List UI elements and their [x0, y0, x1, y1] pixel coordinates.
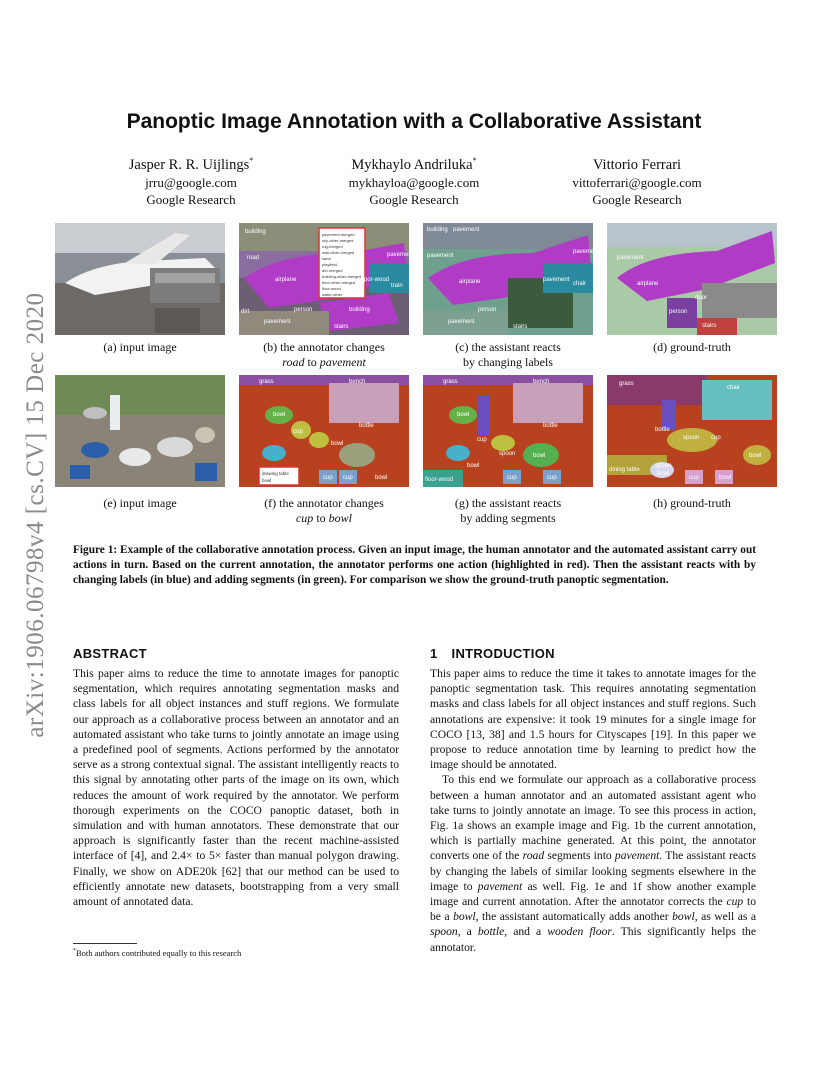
dropdown-option[interactable]: wall-other-merged — [322, 250, 355, 255]
segment-label: cup — [477, 437, 487, 443]
segment-label: bowl — [657, 471, 670, 477]
abstract-text: This paper aims to reduce the time to annotate images for panoptic segmentation, which requires annotating segmentation masks and class labels for all object instances and stuff regions. We formulate our approach as a collaborative process between an annotator and an automated assistant who take turns to jointly annotate an image using a predefined pool of segments. Actions performed by the annotator serve as a strong contextual signal. The assistant intelligently reacts to this signal by annotating other parts of the image on its own, which reduces the amount of work required by the annotator. We perform thorough experiments on the COCO panoptic dataset, both in simulation and with human annotators. These demonstrate that our approach is significantly faster than the recent machine-assisted interface of [4], and 2.4× to 5× faster than manual polygon drawing. Finally, we show on ADE20k [62] that our method can be used to efficiently annotate new datasets, bootstrapping from a very small amount of annotated data. — [73, 667, 399, 909]
segment-label: bowl — [467, 463, 480, 469]
segmentation-g — [423, 375, 593, 487]
segment-label: bench — [533, 379, 550, 385]
segment-label: train — [391, 283, 403, 289]
figure-panel-input-table — [55, 375, 225, 487]
equal-contribution-mark: * — [472, 156, 477, 165]
segment-label: building — [245, 229, 266, 235]
segment-label: por-wood — [364, 277, 390, 283]
subfigure-caption-d: (d) ground-truth — [653, 340, 731, 354]
segment-label: airplane — [637, 281, 659, 287]
subfigure-caption-c: (c) the assistant reacts by changing labels — [455, 340, 561, 369]
author-block — [522, 152, 752, 208]
author-affiliation: Google Research — [592, 191, 682, 207]
segment-label: floor-wood — [425, 477, 454, 483]
subfigure-caption-h: (h) ground-truth — [653, 496, 731, 510]
segment-label: pavement — [427, 253, 454, 259]
segment-label: dirt — [241, 309, 250, 315]
segment-label: road — [247, 255, 260, 261]
segment-label: chair — [573, 281, 587, 287]
segment-label: bowl — [273, 412, 286, 418]
segment-label: bowl — [749, 453, 762, 459]
segment-label: cup — [293, 429, 303, 435]
author-email[interactable]: jrru@google.com — [145, 174, 237, 190]
segment-label: cup — [323, 475, 333, 481]
segmentation-h — [607, 375, 777, 487]
author-email[interactable]: mykhayloa@google.com — [348, 174, 480, 190]
segment-label: pavement — [573, 249, 600, 255]
author-affiliation: Google Research — [369, 191, 459, 207]
paper-title: Panoptic Image Annotation with a Collaborative Assistant — [126, 110, 702, 133]
segment-label: airplane — [275, 277, 297, 283]
segment-label: pavement — [448, 319, 475, 325]
segment-label: person — [294, 307, 313, 313]
arxiv-stamp-text: arXiv:1906.06798v4 [cs.CV] 15 Dec 2020 — [22, 292, 49, 738]
segment-label: bowl — [331, 441, 344, 447]
segment-label: airplane — [459, 279, 481, 285]
segment-label: cup — [343, 475, 353, 481]
segment-label: grass — [443, 379, 458, 385]
segment-label: dining table — [609, 467, 640, 473]
subfigure-caption-f: (f) the annotator changes cup to bowl — [264, 496, 384, 525]
figure-panel-groundtruth-table — [607, 375, 777, 487]
segment-label: cup — [711, 435, 721, 441]
introduction-text: This paper aims to reduce the time it takes to annotate images for the panoptic segmentation task. This requires annotating segmentation masks and class labels for all object instances and stuff regions. Such annotations are expensive: it took 19 minutes for a single image for COCO [13, 38] and 1.5 hours for Cityscapes [19]. In this paper we propose to reduce annotation time by learning to predict how the image should be annotated. To this end we formulate our approach as a collaborative process between a human annotator and an automated assistant agent who take turns to jointly annotate an image. To see this process in action, Fig. 1a shows an example image and Fig. 1b the current annotation, which is partially machine generated. At this point, the annotator converts one of the road segments into pavement. The assistant reacts by changing the labels of similar looking segments elsewhere in the image to pavement as well. Fig. 1e and 1f show another example image and current annotation. After the annotator corrects the cup to be a bowl, the assistant automatically adds another bowl, as well as a spoon, a bottle, and a wooden floor. This significantly helps the annotator. — [430, 667, 757, 954]
equal-contribution-mark: * — [249, 156, 254, 165]
subfigure-caption-g: (g) the assistant reacts by adding segments — [454, 496, 562, 525]
intro-paragraph-1: This paper aims to reduce the time it takes to annotate images for the panoptic segmentation task. This requires annotating segmentation masks and class labels for all object instances and stuff regions. Such annotations are expensive: it took 19 minutes for a single image for COCO [13, 38] and 1.5 hours for Cityscapes [19]. In this paper we propose to reduce annotation time by learning to predict how the image should be annotated. — [430, 667, 756, 772]
dropdown-option[interactable]: pavement-merged — [322, 232, 355, 237]
figure-panel-assistant-table — [423, 375, 593, 487]
segment-label: spoon — [655, 463, 672, 469]
segment-label: chair — [727, 385, 741, 391]
segment-label: cup — [689, 475, 699, 481]
segment-label: stairs — [513, 324, 528, 330]
author-name: Jasper R. R. Uijlings — [128, 156, 250, 173]
dropdown-option[interactable]: dirt-merged — [322, 268, 343, 273]
segment-label: person — [669, 309, 688, 315]
segmentation-d — [607, 223, 777, 335]
table-photo — [55, 375, 225, 487]
dropdown-option[interactable]: floor-wood — [322, 286, 341, 291]
segment-label: bottle — [543, 423, 558, 429]
dropdown-option[interactable]: sky-other-merged — [322, 238, 354, 243]
segment-label: bottle — [359, 423, 374, 429]
subfigure-caption-a: (a) input image — [103, 340, 177, 354]
author-block — [299, 152, 529, 208]
subfigure-caption-b: (b) the annotator changes road to pavement — [263, 340, 385, 369]
author-block — [76, 152, 306, 208]
section-title: INTRODUCTION — [451, 646, 555, 661]
figure-panel-input-airplane — [55, 223, 225, 335]
author-name: Vittorio Ferrari — [592, 156, 682, 173]
dropdown-option[interactable]: sand — [322, 256, 331, 261]
footnote — [73, 948, 241, 958]
segment-label: bowl — [457, 412, 470, 418]
segment-label: pavement — [617, 255, 644, 261]
dropdown-option[interactable]: playfield — [322, 262, 337, 267]
segment-label: grass — [619, 381, 634, 387]
segment-label: cup — [507, 475, 517, 481]
segment-label: stairs — [334, 324, 349, 330]
subfigure-caption-e: (e) input image — [103, 496, 177, 510]
dropdown-option[interactable]: floor-other-merged — [322, 280, 356, 285]
author-affiliation: Google Research — [146, 191, 236, 207]
segment-label: pavement — [387, 252, 414, 258]
abstract-heading: ABSTRACT — [73, 646, 147, 661]
segment-label: building — [349, 307, 370, 313]
dropdown-option[interactable]: drawing table — [262, 471, 289, 476]
footnote-rule — [73, 943, 137, 944]
figure-panel-annotator-airplane — [239, 223, 414, 335]
segment-label: bench — [349, 379, 366, 385]
segment-label: pavement — [453, 227, 480, 233]
author-name: Mykhaylo Andriluka — [351, 156, 473, 173]
airplane-photo — [55, 223, 225, 335]
segment-label: cup — [547, 475, 557, 481]
segment-label: bowl — [375, 475, 388, 481]
segment-label: bowl — [533, 453, 546, 459]
segment-label: bowl — [719, 475, 732, 481]
segment-label: pavement — [264, 319, 291, 325]
figure-panel-assistant-airplane — [423, 223, 600, 335]
segmentation-f — [239, 375, 409, 487]
footnote-mark: * — [73, 948, 76, 955]
dropdown-option[interactable]: rug-merged — [322, 244, 343, 249]
dropdown-option[interactable]: water-other — [322, 292, 343, 297]
segment-label: grass — [259, 379, 274, 385]
section-heading — [430, 646, 555, 661]
segment-label: building — [427, 227, 448, 233]
author-email[interactable]: vittoferrari@google.com — [572, 174, 702, 190]
segment-label: person — [478, 307, 497, 313]
segment-label: pavement — [543, 277, 570, 283]
figure-panel-groundtruth-airplane — [607, 223, 777, 335]
segment-label: bottle — [655, 427, 670, 433]
segment-label: stairs — [702, 323, 717, 329]
segment-label: spoon — [499, 451, 516, 457]
figure-caption: Figure 1: Example of the collaborative annotation process. Given an input image, the human annotator and the automated assistant carry out actions in turn. Based on the current annotation, the annotator performs one action (highlighted in red). Then the assistant reacts with by changing labels (in blue) and adding segments (in green). For comparison we show the ground-truth panoptic segmentation. — [73, 544, 756, 586]
segment-label: door — [695, 295, 708, 301]
segmentation-c — [423, 223, 600, 335]
footnote-text: Both authors contributed equally to this research — [76, 948, 242, 958]
dropdown-option[interactable]: bowl — [262, 478, 272, 483]
figure-panel-annotator-table — [239, 375, 409, 487]
dropdown-option[interactable]: building-other-merged — [322, 274, 362, 279]
segment-label: spoon — [683, 435, 700, 441]
segmentation-b — [239, 223, 414, 335]
section-number: 1 — [430, 646, 438, 661]
